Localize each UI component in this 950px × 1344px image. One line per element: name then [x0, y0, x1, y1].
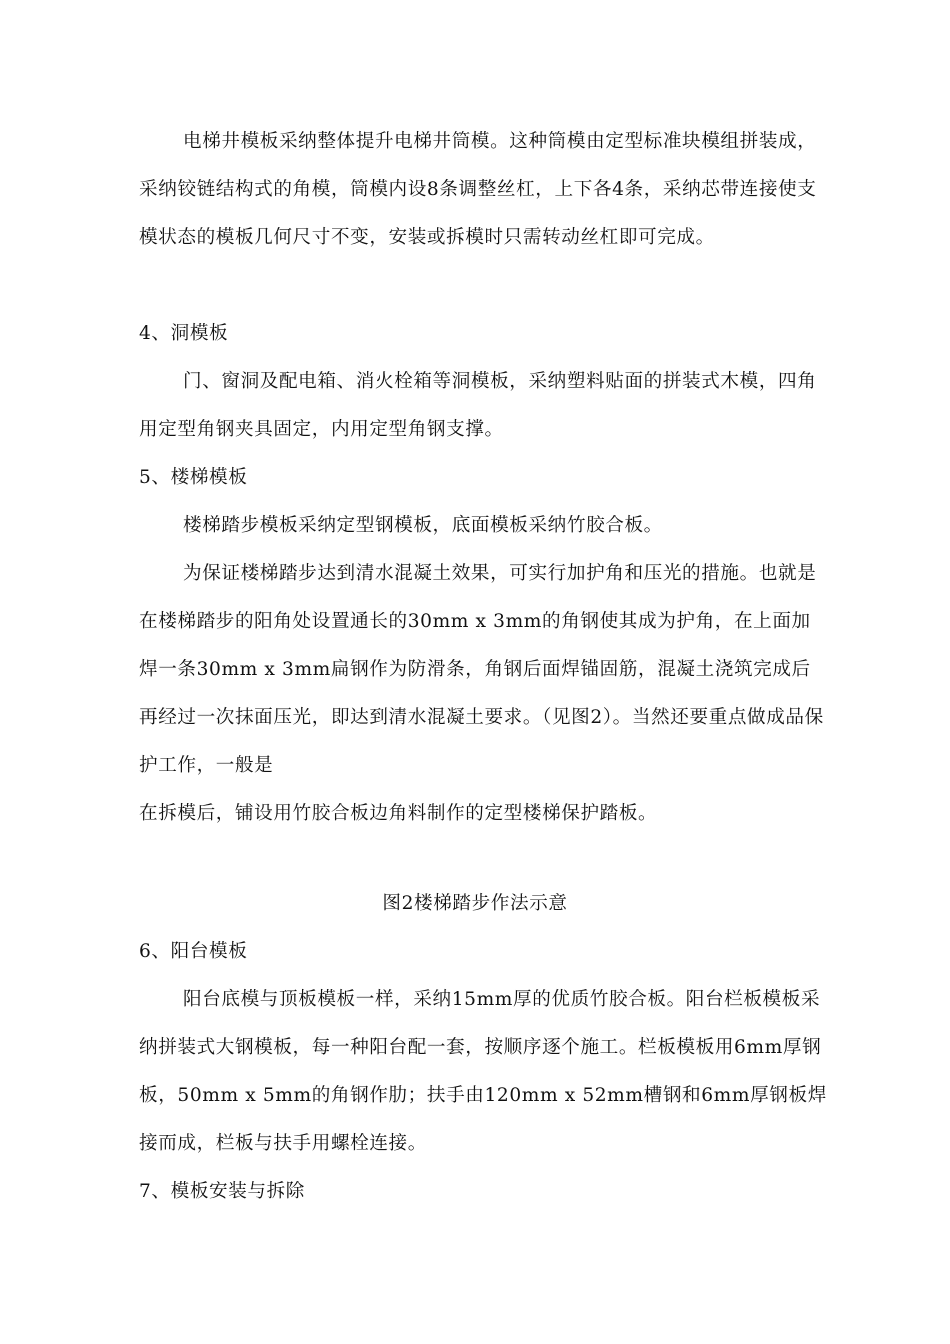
paragraph-stair-protection-board: 在拆模后，铺设用竹胶合板边角料制作的定型楼梯保护踏板。: [139, 803, 658, 824]
paragraph-stair-protection-measures: 为保证楼梯踏步达到清水混凝土效果，可实行加护角和压光的措施。也就是在楼梯踏步的阳角处设置通长的30mm x 3mm的角钢使其成为护角，在上面加焊一条30mm x 3mm扁钢作为防滑条，角钢后面焊锚固筋，混凝土浇筑完成后再经过一次抹面压光，即达到清水混凝土要求。（见图2）。当然还要重点做成品保护工作，一般是: [139, 563, 824, 776]
section-heading-opening-formwork: 4、洞模板: [139, 323, 229, 344]
section-heading-stair-formwork: 5、楼梯模板: [139, 467, 248, 488]
paragraph-balcony-formwork: 阳台底模与顶板模板一样，采纳15mm厚的优质竹胶合板。阳台栏板模板采纳拼装式大钢模板，每一种阳台配一套，按顺序逐个施工。栏板模板用6mm厚钢板，50mm x 5mm的角钢作肋；扶手由120mm x 52mm槽钢和6mm厚钢板焊接而成，栏板与扶手用螺栓连接。: [139, 989, 827, 1154]
section-heading-formwork-installation-removal: 7、模板安装与拆除: [139, 1181, 305, 1202]
paragraph-opening-formwork: 门、窗洞及配电箱、消火栓箱等洞模板，采纳塑料贴面的拼装式木模，四角用定型角钢夹具固定，内用定型角钢支撑。: [139, 371, 817, 440]
paragraph-stair-tread-formwork: 楼梯踏步模板采纳定型钢模板，底面模板采纳竹胶合板。: [183, 515, 663, 536]
paragraph-elevator-shaft-formwork: 电梯井模板采纳整体提升电梯井筒模。这种筒模由定型标准块模组拼装成，采纳铰链结构式的角模，筒模内设8条调整丝杠，上下各4条，采纳芯带连接使支模状态的模板几何尺寸不变，安装或拆模时只需转动丝杠即可完成。: [139, 131, 817, 248]
section-heading-balcony-formwork: 6、阳台模板: [139, 941, 248, 962]
figure-caption: 图2楼梯踏步作法示意: [382, 893, 568, 914]
